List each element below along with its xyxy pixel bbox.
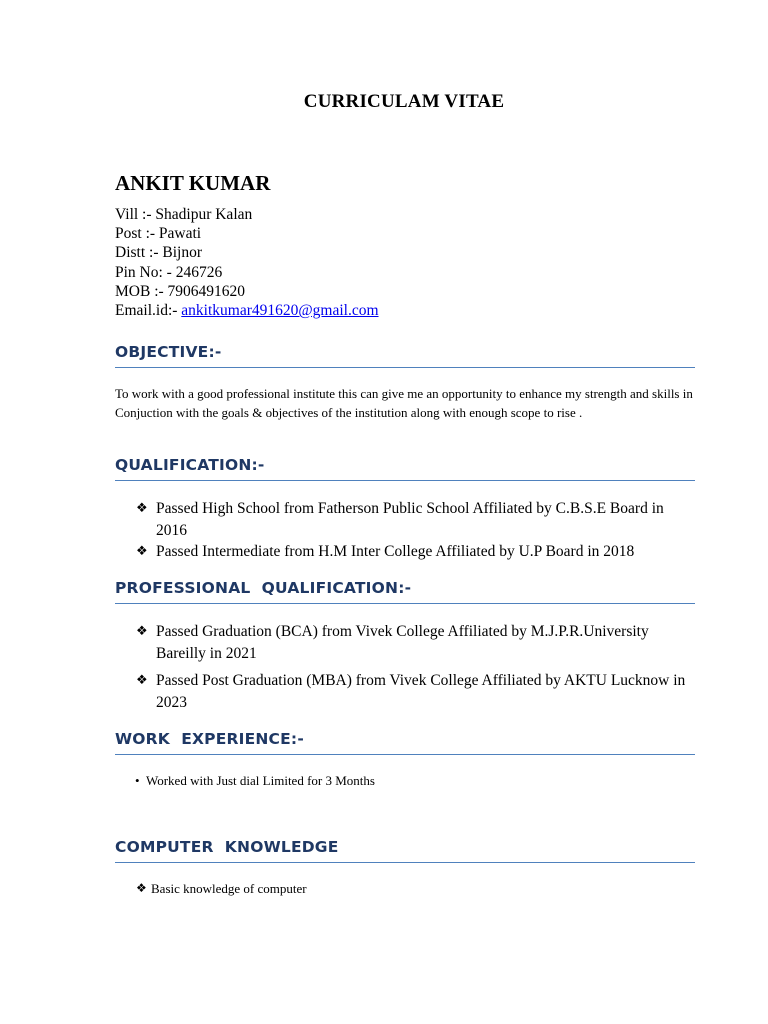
- work-experience-heading: WORK EXPERIENCE:-: [115, 730, 695, 755]
- qualification-heading: QUALIFICATION:-: [115, 456, 695, 481]
- post-line: Post :- Pawati: [115, 225, 202, 243]
- diamond-bullet-icon: ❖: [136, 673, 148, 688]
- professional-qualification-list: [0, 621, 686, 713]
- work-experience-list: [0, 771, 676, 790]
- list-item: [0, 771, 676, 790]
- computer-knowledge-heading: COMPUTER KNOWLEDGE: [115, 838, 695, 863]
- professional-qualification-heading: PROFESSIONAL QUALIFICATION:-: [115, 579, 695, 604]
- qualification-list: [0, 498, 686, 563]
- computer-knowledge-list: [0, 879, 681, 898]
- objective-text: To work with a good professional institute this can give me an opportunity to enhance my strength and skills in Conjuction with the goals & objectives of the institution along with enough scope to rise .: [115, 386, 693, 420]
- list-item: [0, 621, 686, 664]
- diamond-bullet-icon: ❖: [136, 624, 148, 639]
- list-item: [0, 498, 686, 541]
- objective-heading: OBJECTIVE:-: [115, 343, 695, 368]
- email-label: Email.id:-: [115, 302, 178, 320]
- district-line: Distt :- Bijnor: [115, 244, 202, 262]
- list-item-text: Passed Graduation (BCA) from Vivek College Affiliated by M.J.P.R.University Bareilly in 2021: [156, 623, 649, 662]
- list-item: [0, 670, 686, 713]
- diamond-bullet-icon: ❖: [136, 881, 147, 895]
- email-line: [115, 301, 379, 320]
- diamond-bullet-icon: ❖: [136, 544, 148, 559]
- diamond-bullet-icon: ❖: [136, 501, 148, 516]
- list-item-text: Passed High School from Fatherson Public School Affiliated by C.B.S.E Board in 2016: [156, 500, 664, 539]
- list-item-text: Passed Post Graduation (MBA) from Vivek College Affiliated by AKTU Lucknow in 2023: [156, 672, 686, 711]
- mobile-line: MOB :- 7906491620: [115, 282, 246, 300]
- candidate-name: ANKIT KUMAR: [115, 171, 271, 195]
- list-item-text: Basic knowledge of computer: [151, 881, 307, 896]
- list-item-text: Passed Intermediate from H.M Inter College Affiliated by U.P Board in 2018: [156, 543, 635, 560]
- dot-bullet-icon: •: [135, 773, 140, 788]
- list-item: [0, 541, 686, 563]
- email-link[interactable]: ankitkumar491620@gmail.com: [181, 302, 379, 320]
- document-title: CURRICULAM VITAE: [303, 91, 505, 112]
- contact-block: [115, 205, 379, 320]
- village-line: Vill :- Shadipur Kalan: [115, 206, 253, 223]
- list-item-text: Worked with Just dial Limited for 3 Months: [146, 773, 375, 788]
- list-item: [0, 879, 681, 898]
- pin-line: Pin No: - 246726: [115, 263, 223, 281]
